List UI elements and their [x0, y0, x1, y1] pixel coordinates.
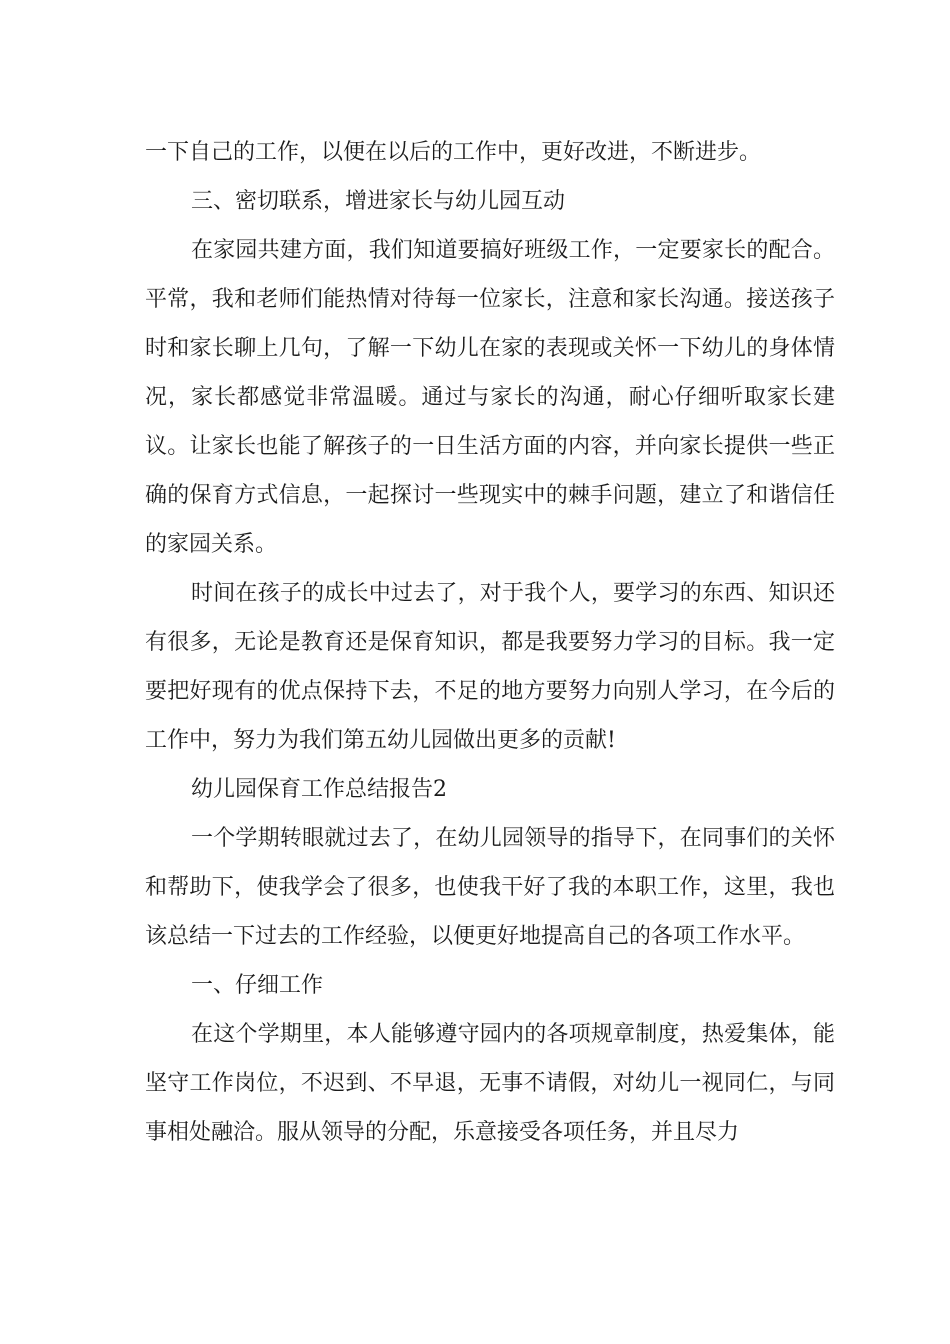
document-body	[145, 128, 835, 1157]
section-heading-3: 三、密切联系，增进家长与幼儿园互动	[191, 189, 566, 214]
section-heading-1: 一、仔细工作	[191, 973, 324, 998]
paragraph-intro: 一个学期转眼就过去了，在幼儿园领导的指导下，在同事们的关怀和帮助下，使我学会了很多，也使我干好了我的本职工作，这里，我也该总结一下过去的工作经验，以便更好地提高自己的各项工作水平。	[145, 826, 835, 949]
paragraph-home-school: 在家园共建方面，我们知道要搞好班级工作，一定要家长的配合。平常，我和老师们能热情对待每一位家长，注意和家长沟通。接送孩子时和家长聊上几句，了解一下幼儿在家的表现或关怀一下幼儿的身体情况，家长都感觉非常温暖。通过与家长的沟通，耐心仔细听取家长建议。让家长也能了解孩子的一日生活方面的内容，并向家长提供一些正确的保育方式信息，一起探讨一些现实中的棘手问题，建立了和谐信任的家园关系。	[145, 238, 835, 557]
report-title-2: 幼儿园保育工作总结报告2	[191, 777, 447, 802]
paragraph-careful-work: 在这个学期里，本人能够遵守园内的各项规章制度，热爱集体，能坚守工作岗位，不迟到、不早退，无事不请假，对幼儿一视同仁，与同事相处融洽。服从领导的分配，乐意接受各项任务，并且尽力	[145, 1022, 835, 1145]
paragraph-conclusion: 时间在孩子的成长中过去了，对于我个人，要学习的东西、知识还有很多，无论是教育还是保育知识，都是我要努力学习的目标。我一定要把好现有的优点保持下去，不足的地方要努力向别人学习，在今后的工作中，努力为我们第五幼儿园做出更多的贡献!	[145, 581, 835, 753]
paragraph-continued: 一下自己的工作，以便在以后的工作中，更好改进，不断进步。	[145, 140, 762, 165]
